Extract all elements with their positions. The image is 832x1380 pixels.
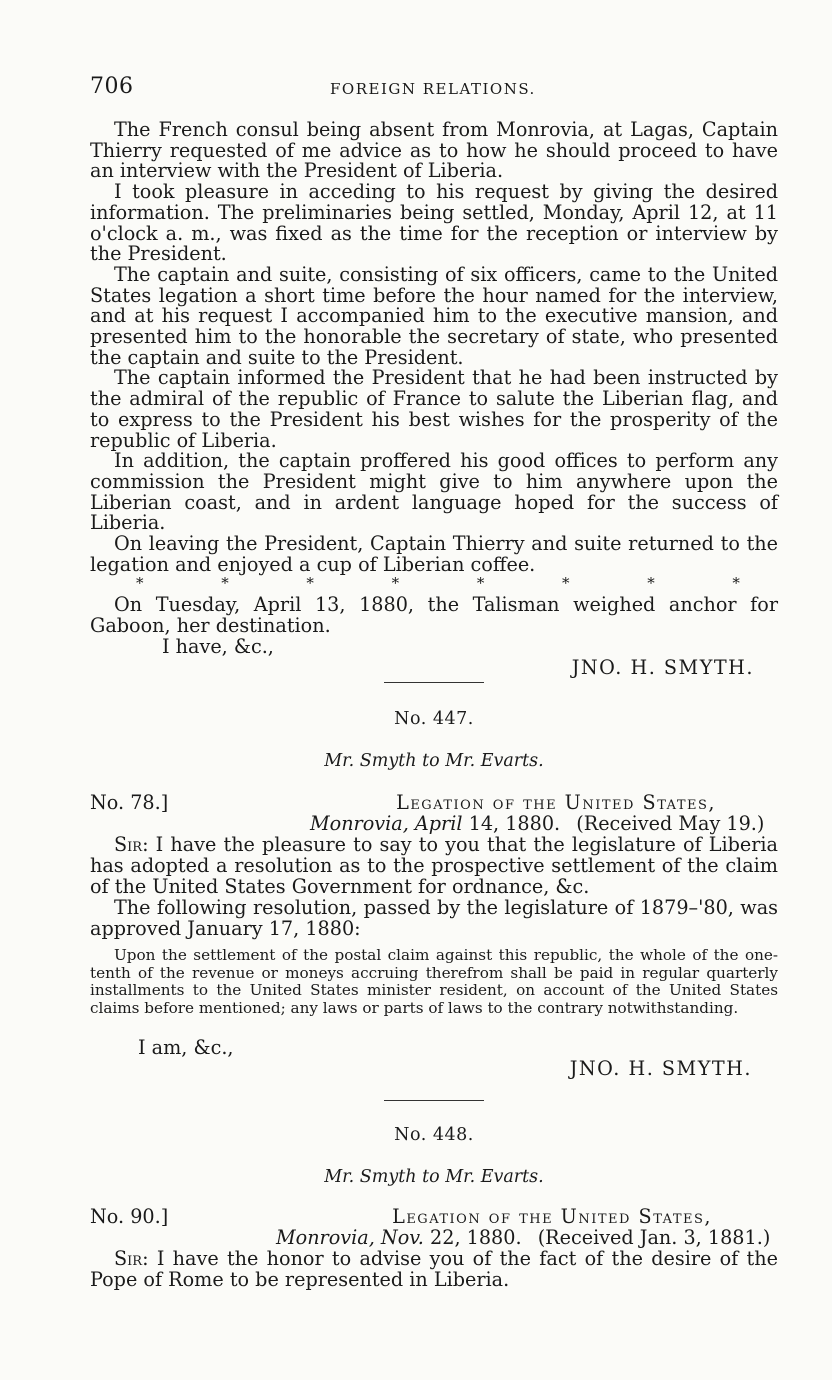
dispatch-number: No. 78.]: [90, 791, 169, 814]
letter-body-a: [90, 120, 778, 678]
star-mark: *: [562, 574, 570, 593]
letter-448: [90, 1206, 778, 1290]
salutation: Sir:: [114, 1247, 149, 1270]
star-mark: *: [647, 574, 655, 593]
legation-heading: Legation of the United States,: [392, 1205, 712, 1228]
closing: I have, &c.,: [162, 634, 274, 658]
date: 22, 1880.: [430, 1226, 522, 1249]
document-number: No. 448.: [394, 1125, 474, 1145]
paragraph-text: I have the honor to advise you of the fact of the desire of the Pope of Rome to be represented in Liberia.: [90, 1247, 778, 1291]
dispatch-number: No. 90.]: [90, 1205, 169, 1228]
paragraph: The captain and suite, consisting of six officers, came to the United States legation a short time before the hour named for the interview, and at his request I accompanied him to the executive mansion, and presented him to the honorable the secretary of state, who presented the captain and suite to the President.: [90, 262, 778, 369]
paragraph: I took pleasure in acceding to his request by giving the desired information. The preliminaries being settled, Monday, April 12, at 11 o'clock a. m., was fixed as the time for the reception or interview by the President.: [90, 180, 778, 266]
signature: JNO. H. SMYTH.: [569, 1057, 752, 1081]
dateline-row: [90, 1206, 778, 1227]
paragraph: The following resolution, passed by the legislature of 1879–'80, was approved January 17, 1880:: [90, 896, 778, 940]
ellipsis-stars: [90, 575, 778, 592]
paragraph: The French consul being absent from Monrovia, at Lagas, Captain Thierry requested of me advice as to how he should proceed to have an interview with the President of Liberia.: [90, 118, 778, 183]
place: Monrovia,: [276, 1226, 375, 1249]
paragraph: The captain informed the President that he had been instructed by the admiral of the republic of France to salute the Liberian flag, and to express to the President his best wishes for the prosperity of the republic of Liberia.: [90, 366, 778, 452]
place: Monrovia,: [310, 812, 409, 835]
correspondent-line: Mr. Smyth to Mr. Evarts.: [324, 1167, 544, 1187]
paragraph: [90, 834, 778, 897]
salutation: Sir:: [114, 833, 149, 856]
correspondent-line: Mr. Smyth to Mr. Evarts.: [324, 751, 544, 771]
paragraph-text: I have the pleasure to say to you that the legislature of Liberia has adopted a resolution as to the prospective settlement of the claim of the United States Government for ordnance, &c.: [90, 833, 778, 898]
letter-447: [90, 792, 778, 1079]
dateline: [90, 813, 778, 834]
document-number: No. 447.: [394, 709, 474, 729]
divider-rule: [384, 1100, 484, 1101]
star-mark: *: [221, 574, 229, 593]
page-number: 706: [90, 74, 134, 99]
received-note: (Received Jan. 3, 1881.): [537, 1226, 771, 1249]
running-head: FOREIGN RELATIONS.: [330, 80, 536, 98]
dateline: [90, 1227, 778, 1248]
closing: I am, &c.,: [138, 1036, 234, 1060]
divider-rule: [384, 682, 484, 683]
paragraph: [90, 1248, 778, 1290]
paragraph: In addition, the captain proffered his good offices to perform any commission the President might give to him anywhere upon the Liberian coast, and in ardent language hoped for the success of Liberia.: [90, 449, 778, 535]
month: Nov.: [380, 1226, 424, 1249]
star-mark: *: [136, 574, 144, 593]
star-mark: *: [476, 574, 485, 593]
received-note: (Received May 19.): [576, 812, 765, 835]
section-divider: [90, 1100, 778, 1101]
dateline-row: [90, 792, 778, 813]
star-mark: *: [306, 574, 314, 593]
page-header: [90, 74, 780, 104]
paragraph: On Tuesday, April 13, 1880, the Talisman weighed anchor for Gaboon, her destination.: [90, 593, 778, 638]
star-mark: *: [732, 574, 740, 593]
legation-heading: Legation of the United States,: [396, 791, 716, 814]
section-divider: [90, 682, 778, 683]
paragraph: On leaving the President, Captain Thierry and suite returned to the legation and enjoyed a cup of Liberian coffee.: [90, 532, 778, 576]
document-448: [90, 1124, 778, 1188]
star-mark: *: [391, 574, 400, 593]
month: April: [414, 812, 463, 835]
signature: JNO. H. SMYTH.: [571, 655, 754, 679]
resolution-quote: Upon the settlement of the postal claim against this republic, the whole of the one-tenth of the revenue or moneys accruing therefrom shall be paid in regular quarterly installments to the United States minister resident, on account of the United States claims before mentioned; any laws or parts of laws to the contrary notwithstanding.: [90, 946, 778, 1017]
document-447: [90, 708, 778, 772]
date: 14, 1880.: [468, 812, 561, 835]
